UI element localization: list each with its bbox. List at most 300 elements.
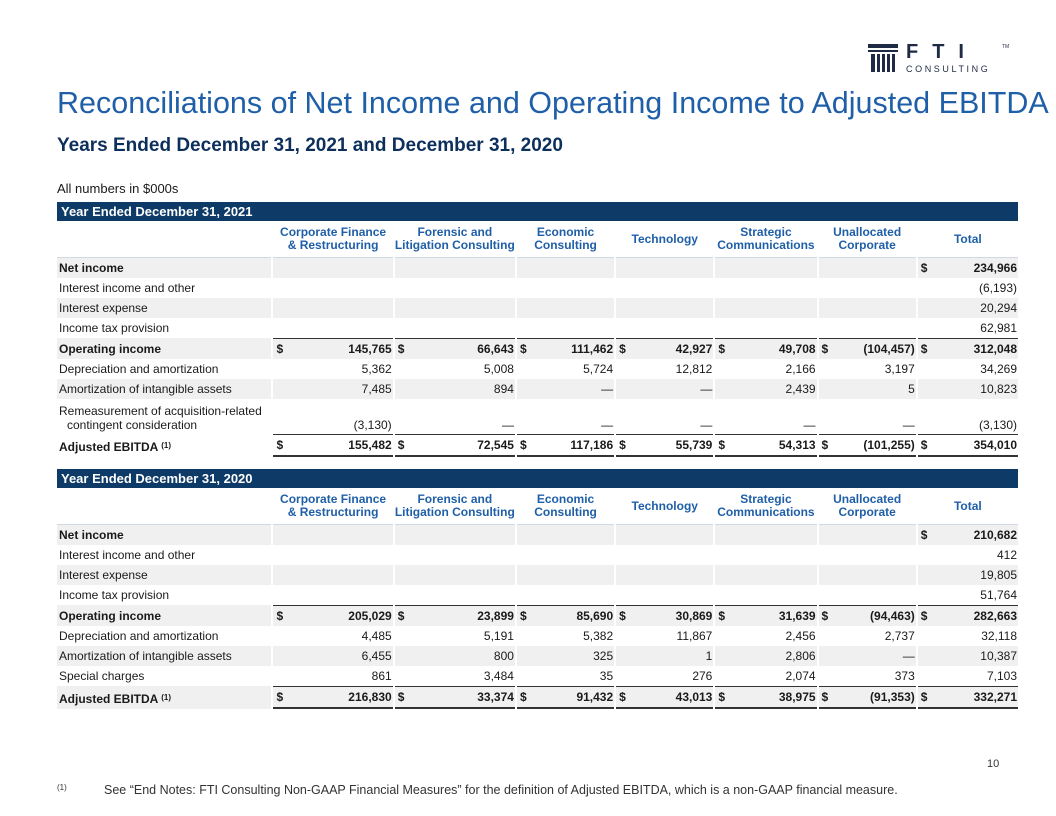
table-row xyxy=(57,545,1018,565)
table-row xyxy=(57,686,1018,709)
cell-value: 20,294 xyxy=(980,301,1017,315)
cell-value: (6,193) xyxy=(978,281,1017,295)
cell-value: 111,462 xyxy=(571,342,614,356)
column-header-line1: Unallocated xyxy=(833,492,902,506)
value-cell xyxy=(273,399,392,434)
row-label-text: Income tax provision xyxy=(59,588,170,602)
column-header-line1: Corporate Finance xyxy=(280,492,387,506)
cell-value: 5 xyxy=(908,382,915,396)
value-cell xyxy=(395,434,515,457)
value-cell xyxy=(918,399,1018,434)
row-label xyxy=(57,359,271,379)
value-cell xyxy=(616,686,713,709)
column-header-line2: & Restructuring xyxy=(287,505,379,519)
brand-name: FTI xyxy=(906,41,978,63)
value-cell xyxy=(395,646,515,666)
value-cell xyxy=(517,434,614,457)
value-cell xyxy=(395,399,515,434)
cell-value: 3,197 xyxy=(884,362,915,376)
value-cell xyxy=(395,545,515,565)
column-header-line1: Technology xyxy=(631,231,698,246)
value-cell xyxy=(819,399,916,434)
cell-value: 5,382 xyxy=(583,629,614,643)
value-cell xyxy=(395,605,515,626)
row-label xyxy=(57,278,271,298)
value-cell xyxy=(918,666,1018,686)
cell-value: 32,118 xyxy=(981,629,1017,643)
value-cell xyxy=(918,585,1018,605)
value-cell xyxy=(918,379,1018,399)
value-cell xyxy=(395,585,515,605)
cell-value: 91,432 xyxy=(576,690,614,704)
column-header-line1: Unallocated xyxy=(833,225,902,239)
value-cell xyxy=(517,605,614,626)
dollar-sign: $ xyxy=(920,690,928,704)
dollar-sign: $ xyxy=(920,438,928,452)
column-header-line1: Technology xyxy=(631,498,698,513)
column-header-line1: Economic xyxy=(536,492,595,506)
cell-value: 54,313 xyxy=(778,438,816,452)
section-heading: Year Ended December 31, 2020 xyxy=(57,469,1018,488)
value-cell xyxy=(616,585,713,605)
value-cell xyxy=(517,379,614,399)
value-cell xyxy=(715,298,816,318)
row-label-text: Interest expense xyxy=(59,568,148,582)
value-cell xyxy=(918,298,1018,318)
brand-trademark: TM xyxy=(1002,44,1010,50)
value-cell xyxy=(715,666,816,686)
cell-value: 2,806 xyxy=(785,649,816,663)
row-label-text: Interest income and other xyxy=(59,281,196,295)
value-cell xyxy=(517,585,614,605)
cell-value: 332,271 xyxy=(973,690,1017,704)
value-cell xyxy=(616,565,713,585)
row-label-text: Interest expense xyxy=(59,301,148,315)
column-header-line2: Litigation Consulting xyxy=(394,505,515,519)
cell-value: 12,812 xyxy=(675,362,713,376)
value-cell xyxy=(517,626,614,646)
dollar-sign: $ xyxy=(920,342,928,356)
header-row xyxy=(57,221,1018,258)
cell-value: 1 xyxy=(705,649,713,663)
value-cell xyxy=(273,605,392,626)
column-header xyxy=(715,221,816,258)
value-cell xyxy=(517,359,614,379)
footnote-mark: (1) xyxy=(57,783,67,792)
dollar-sign: $ xyxy=(276,690,284,704)
cell-value: 5,008 xyxy=(483,362,514,376)
value-cell xyxy=(517,298,614,318)
value-cell xyxy=(517,278,614,298)
value-cell xyxy=(715,565,816,585)
value-cell xyxy=(395,298,515,318)
cell-value: (94,463) xyxy=(870,609,915,623)
value-cell xyxy=(273,686,392,709)
value-cell xyxy=(819,278,916,298)
value-cell xyxy=(715,434,816,457)
row-label xyxy=(57,379,271,399)
cell-value: 373 xyxy=(894,669,915,683)
cell-value: 31,639 xyxy=(778,609,816,623)
column-header-line2: Consulting xyxy=(534,238,597,252)
row-label-text: Amortization of intangible assets xyxy=(59,649,232,663)
value-cell xyxy=(918,605,1018,626)
dollar-sign: $ xyxy=(619,438,626,452)
reconciliation-table xyxy=(55,488,1020,709)
cell-value: 23,899 xyxy=(477,609,514,623)
value-cell xyxy=(715,626,816,646)
table-row xyxy=(57,298,1018,318)
table-row xyxy=(57,626,1018,646)
column-header-line1: Strategic xyxy=(740,492,792,506)
value-cell xyxy=(616,359,713,379)
value-cell xyxy=(616,379,713,399)
dollar-sign: $ xyxy=(718,342,726,356)
units-note: All numbers in $000s xyxy=(57,181,179,196)
cell-value: (3,130) xyxy=(978,418,1017,432)
cell-value: 117,186 xyxy=(570,438,614,452)
page-title: Reconciliations of Net Income and Operating Income to Adjusted EBITDA xyxy=(57,86,1049,120)
value-cell xyxy=(616,298,713,318)
value-cell xyxy=(616,338,713,359)
header-row xyxy=(57,488,1018,525)
column-header-line1: Total xyxy=(953,498,982,513)
value-cell xyxy=(715,646,816,666)
value-cell xyxy=(918,626,1018,646)
value-cell xyxy=(273,298,392,318)
cell-value: (101,255) xyxy=(863,438,915,452)
value-cell xyxy=(715,545,816,565)
row-label-text: Income tax provision xyxy=(59,321,170,335)
dollar-sign: $ xyxy=(920,528,928,542)
value-cell xyxy=(819,379,916,399)
column-header-line1: Forensic and xyxy=(417,492,493,506)
value-cell xyxy=(918,434,1018,457)
value-cell xyxy=(616,545,713,565)
fti-logo xyxy=(868,41,1010,74)
cell-value: 42,927 xyxy=(675,342,713,356)
row-label xyxy=(57,318,271,338)
table-row xyxy=(57,646,1018,666)
brand-subtitle: CONSULTING xyxy=(906,64,991,74)
cell-value: 5,724 xyxy=(583,362,614,376)
dollar-sign: $ xyxy=(276,342,284,356)
reconciliation-table xyxy=(55,221,1020,457)
cell-value: 30,869 xyxy=(675,609,713,623)
value-cell xyxy=(616,666,713,686)
cell-value: 5,362 xyxy=(361,362,392,376)
value-cell xyxy=(819,646,916,666)
value-cell xyxy=(715,399,816,434)
value-cell xyxy=(273,258,392,278)
value-cell xyxy=(715,359,816,379)
value-cell xyxy=(273,525,392,545)
value-cell xyxy=(616,278,713,298)
dollar-sign: $ xyxy=(718,690,726,704)
row-label xyxy=(57,585,271,605)
value-cell xyxy=(395,626,515,646)
row-label xyxy=(57,646,271,666)
value-cell xyxy=(517,399,614,434)
header-blank xyxy=(57,221,271,258)
dollar-sign: $ xyxy=(276,438,284,452)
row-label-text: Amortization of intangible assets xyxy=(59,382,232,396)
cell-value: 210,682 xyxy=(973,528,1017,542)
cell-value: 2,439 xyxy=(785,382,816,396)
value-cell xyxy=(395,359,515,379)
dollar-sign: $ xyxy=(718,609,726,623)
value-cell xyxy=(918,258,1018,278)
value-cell xyxy=(273,646,392,666)
value-cell xyxy=(273,278,392,298)
value-cell xyxy=(273,545,392,565)
cell-value: 10,387 xyxy=(980,649,1017,663)
row-label-text: Operating income xyxy=(59,609,162,623)
column-header xyxy=(616,221,713,258)
value-cell xyxy=(273,626,392,646)
table-row xyxy=(57,399,1018,434)
column-header-line1: Strategic xyxy=(740,225,792,239)
value-cell xyxy=(517,565,614,585)
value-cell xyxy=(819,359,916,379)
dollar-sign: $ xyxy=(619,690,626,704)
table-row xyxy=(57,338,1018,359)
column-header xyxy=(517,221,614,258)
dollar-sign: $ xyxy=(276,609,284,623)
value-cell xyxy=(395,318,515,338)
row-label-text: Net income xyxy=(59,261,124,275)
cell-value: 19,805 xyxy=(980,568,1017,582)
dollar-sign: $ xyxy=(821,438,829,452)
value-cell xyxy=(918,686,1018,709)
row-label xyxy=(57,298,271,318)
row-label xyxy=(57,545,271,565)
cell-value: 354,010 xyxy=(973,438,1017,452)
value-cell xyxy=(715,525,816,545)
table-row xyxy=(57,379,1018,399)
cell-value: 85,690 xyxy=(576,609,614,623)
value-cell xyxy=(616,626,713,646)
value-cell xyxy=(819,565,916,585)
row-label xyxy=(57,525,271,545)
table-row xyxy=(57,278,1018,298)
column-header xyxy=(517,488,614,525)
table-row xyxy=(57,318,1018,338)
header-blank xyxy=(57,488,271,525)
cell-value: (104,457) xyxy=(863,342,915,356)
value-cell xyxy=(819,434,916,457)
value-cell xyxy=(616,318,713,338)
value-cell xyxy=(517,686,614,709)
column-header-line1: Corporate Finance xyxy=(280,225,387,239)
cell-value: 894 xyxy=(493,382,514,396)
cell-value: 66,643 xyxy=(477,342,514,356)
cell-value: 234,966 xyxy=(973,261,1017,275)
value-cell xyxy=(918,318,1018,338)
dollar-sign: $ xyxy=(920,609,928,623)
value-cell xyxy=(715,585,816,605)
cell-value: 34,269 xyxy=(980,362,1017,376)
value-cell xyxy=(715,258,816,278)
dollar-sign: $ xyxy=(519,690,527,704)
cell-value: 35 xyxy=(599,669,614,683)
dollar-sign: $ xyxy=(821,342,829,356)
row-label-text-line2: contingent consideration xyxy=(67,418,198,432)
value-cell xyxy=(517,666,614,686)
cell-value: 325 xyxy=(593,649,614,663)
value-cell xyxy=(395,525,515,545)
row-label xyxy=(57,605,271,626)
value-cell xyxy=(616,605,713,626)
column-header-line1: Economic xyxy=(536,225,595,239)
value-cell xyxy=(395,379,515,399)
row-label-text: Depreciation and amortization xyxy=(59,362,219,376)
value-cell xyxy=(517,258,614,278)
value-cell xyxy=(819,318,916,338)
dollar-sign: $ xyxy=(397,690,405,704)
value-cell xyxy=(918,545,1018,565)
cell-value: 6,455 xyxy=(361,649,392,663)
value-cell xyxy=(715,278,816,298)
cell-value: 51,764 xyxy=(980,588,1017,602)
column-header-line2: Communications xyxy=(717,238,815,252)
cell-value: 3,484 xyxy=(483,669,514,683)
cell-value: 10,823 xyxy=(980,382,1017,396)
cell-value: — xyxy=(601,418,614,432)
cell-value: 216,830 xyxy=(348,690,392,704)
value-cell xyxy=(273,434,392,457)
row-label-text: Interest income and other xyxy=(59,548,196,562)
cell-value: 43,013 xyxy=(675,690,713,704)
row-label-text: Remeasurement of acquisition-related xyxy=(59,404,262,418)
cell-value: 33,374 xyxy=(477,690,514,704)
section-2021 xyxy=(57,202,1018,457)
row-label xyxy=(57,338,271,359)
page-number: 10 xyxy=(987,758,1000,770)
value-cell xyxy=(715,318,816,338)
cell-value: 49,708 xyxy=(778,342,816,356)
footnote-ref: (1) xyxy=(161,441,172,450)
cell-value: 7,103 xyxy=(986,669,1017,683)
column-header xyxy=(918,221,1018,258)
value-cell xyxy=(819,666,916,686)
value-cell xyxy=(517,545,614,565)
value-cell xyxy=(273,338,392,359)
value-cell xyxy=(395,338,515,359)
value-cell xyxy=(819,585,916,605)
value-cell xyxy=(395,666,515,686)
dollar-sign: $ xyxy=(718,438,726,452)
row-label xyxy=(57,399,271,434)
value-cell xyxy=(517,525,614,545)
column-header-line2: Corporate xyxy=(838,505,896,519)
cell-value: 38,975 xyxy=(778,690,816,704)
value-cell xyxy=(819,605,916,626)
table-row xyxy=(57,585,1018,605)
value-cell xyxy=(819,338,916,359)
table-row xyxy=(57,258,1018,278)
value-cell xyxy=(918,338,1018,359)
value-cell xyxy=(517,318,614,338)
cell-value: 7,485 xyxy=(361,382,392,396)
cell-value: (3,130) xyxy=(353,418,392,432)
cell-value: 282,663 xyxy=(973,609,1017,623)
cell-value: 276 xyxy=(692,669,713,683)
cell-value: 2,166 xyxy=(785,362,816,376)
value-cell xyxy=(819,525,916,545)
row-label xyxy=(57,626,271,646)
value-cell xyxy=(819,258,916,278)
cell-value: 412 xyxy=(996,548,1017,562)
row-label xyxy=(57,565,271,585)
column-header-line2: Litigation Consulting xyxy=(394,238,515,252)
column-header-line2: Consulting xyxy=(534,505,597,519)
value-cell xyxy=(395,686,515,709)
value-cell xyxy=(395,278,515,298)
cell-value: — xyxy=(803,418,816,432)
cell-value: — xyxy=(501,418,514,432)
column-header xyxy=(273,488,392,525)
dollar-sign: $ xyxy=(519,609,527,623)
value-cell xyxy=(517,338,614,359)
row-label-text: Depreciation and amortization xyxy=(59,629,219,643)
page-subtitle: Years Ended December 31, 2021 and December 31, 2020 xyxy=(57,135,563,156)
value-cell xyxy=(819,626,916,646)
value-cell xyxy=(273,318,392,338)
cell-value: 2,074 xyxy=(785,669,816,683)
cell-value: — xyxy=(601,382,614,396)
column-header-line1: Forensic and xyxy=(417,225,493,239)
row-label-text: Special charges xyxy=(59,669,145,683)
cell-value: 155,482 xyxy=(348,438,392,452)
value-cell xyxy=(819,298,916,318)
dollar-sign: $ xyxy=(920,261,928,275)
value-cell xyxy=(273,585,392,605)
value-cell xyxy=(616,525,713,545)
column-header xyxy=(819,221,916,258)
value-cell xyxy=(616,434,713,457)
column-header-line2: Communications xyxy=(717,505,815,519)
value-cell xyxy=(819,686,916,709)
cell-value: — xyxy=(902,418,915,432)
cell-value: 55,739 xyxy=(675,438,713,452)
dollar-sign: $ xyxy=(397,609,405,623)
cell-value: 145,765 xyxy=(348,342,392,356)
column-header-line1: Total xyxy=(953,231,982,246)
value-cell xyxy=(273,666,392,686)
dollar-sign: $ xyxy=(519,438,527,452)
column-header-line2: Corporate xyxy=(838,238,896,252)
value-cell xyxy=(273,565,392,585)
column-header xyxy=(395,488,515,525)
row-label xyxy=(57,666,271,686)
table-row xyxy=(57,359,1018,379)
value-cell xyxy=(715,686,816,709)
cell-value: 2,456 xyxy=(785,629,816,643)
table-row xyxy=(57,565,1018,585)
cell-value: 11,867 xyxy=(676,629,713,643)
dollar-sign: $ xyxy=(821,690,829,704)
footnote-ref: (1) xyxy=(161,693,172,702)
column-header xyxy=(918,488,1018,525)
row-label-text: Net income xyxy=(59,528,124,542)
value-cell xyxy=(819,545,916,565)
value-cell xyxy=(918,525,1018,545)
value-cell xyxy=(273,379,392,399)
dollar-sign: $ xyxy=(519,342,527,356)
row-label-text: Operating income xyxy=(59,342,162,356)
value-cell xyxy=(918,646,1018,666)
